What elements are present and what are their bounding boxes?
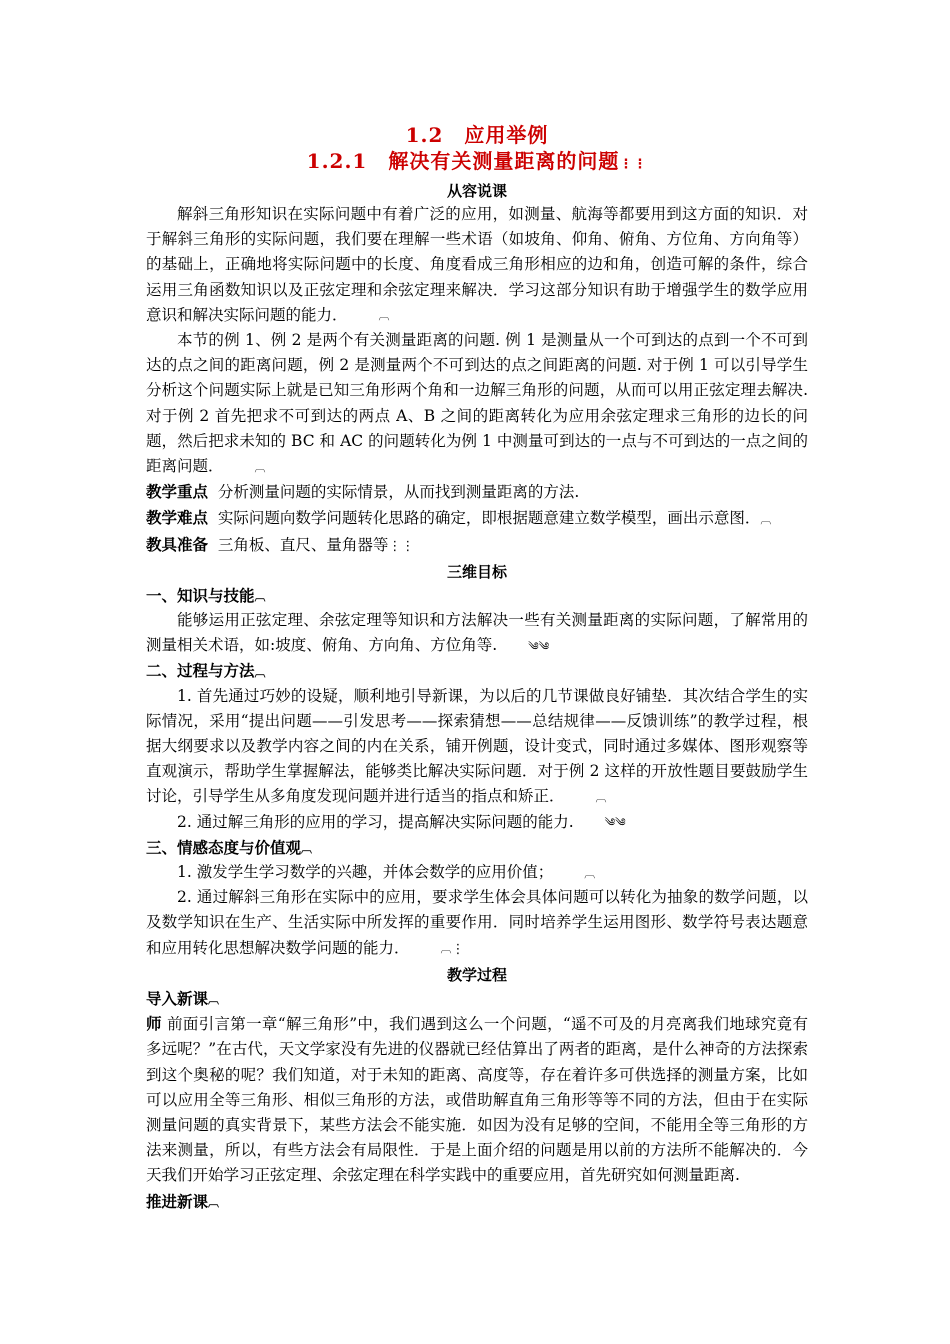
teaching-focus [146, 479, 808, 505]
teacher-text: 前面引言第一章“解三角形”中，我们遇到这么一个问题，“遥不可及的月亮离我们地球究竟有多远呢？”在古代，天文学家没有先进的仪器就已经估算出了两者的距离，是什么神奇的方法探索到这个奥秘的呢？我们知道，对于未知的距离、高度等，存在着许多可供选择的测量方案，比如可以应用全等三角形、相似三角形的方法，或借助解直角三角形等等不同的方法，但由于在实际测量问题的真实背景下，某些方法会不能实施．如因为没有足够的空间，不能用全等三角形的方法来测量，所以，有些方法会有局限性．于是上面介绍的问题是用以前的方法所不能解决的．今天我们开始学习正弦定理、余弦定理在科学实践中的重要应用，首先研究如何测量距离. [146, 1015, 808, 1185]
bracket-mark: ︹ [584, 866, 596, 880]
ornament-mark: ༄༄ [604, 816, 626, 830]
intro-p1-text: 解斜三角形知识在实际问题中有着广泛的应用，如测量、航海等都要用到这方面的知识．对于解斜三角形的实际问题，我们要在理解一些术语（如坡角、仰角、俯角、方位角、方向角等）的基础上，正确地将实际问题中的长度、角度看成三角形相应的边和角，创造可解的条件，综合运用三角函数知识以及正弦定理和余弦定理来解决．学习这部分知识有助于增强学生的数学应用意识和解决实际问题的能力． [146, 205, 808, 324]
bracket-mark: ︹ [301, 842, 313, 856]
document-page [146, 120, 808, 1214]
advance-new-lesson-heading [146, 1189, 808, 1214]
focus-label: 教学重点 [146, 482, 209, 502]
goal-3-p2-text: 2. 通过解斜三角形在实际中的应用，要求学生体会具体问题可以转化为抽象的数学问题，以及数学知识在生产、生活实际中所发挥的重要作用．同时培养学生运用图形、数学符号表达题意和应用转化思想解决数学问题的能力． [146, 888, 808, 957]
process-heading: 教学过程 [446, 965, 507, 984]
ornament-mark: ༄༄ [528, 639, 550, 653]
bracket-mark: ︹ [760, 512, 772, 526]
bracket-mark: ︹ [208, 993, 220, 1007]
tools-label: 教具准备 [146, 534, 209, 554]
goal-2-heading-text: 二、过程与方法 [146, 661, 255, 681]
intro-paragraph-1 [146, 202, 808, 328]
goal-3-heading [146, 835, 808, 860]
intro-new-lesson-text: 导入新课 [146, 988, 209, 1008]
goal-1-text [146, 608, 808, 658]
bracket-mark: ︹ [254, 665, 266, 679]
teacher-paragraph [146, 1011, 808, 1188]
difficulty-label: 教学难点 [146, 508, 209, 528]
goal-1-heading [146, 583, 808, 608]
goal-1-heading-text: 一、知识与技能 [146, 585, 255, 605]
section-title [146, 148, 808, 178]
goal-3-p1-text: 1. 激发学生学习数学的兴趣，并体会数学的应用价值； [177, 863, 554, 882]
difficulty-text: 实际问题向数学问题转化思路的确定，即根据题意建立数学模型，画出示意图． [217, 509, 761, 528]
advance-new-lesson-text: 推进新课 [146, 1191, 209, 1211]
colon-mark: ⋮⋮ [388, 538, 415, 554]
colon-mark: ⋮⋮ [619, 157, 648, 172]
colon-mark: ⋮ [451, 941, 465, 957]
intro-paragraph-2 [146, 328, 808, 479]
goal-3-heading-text: 三、情感态度与价值观 [146, 837, 302, 857]
goal-2-p1-text: 1. 首先通过巧妙的设疑，顺利地引导新课，为以后的几节课做良好铺垫．其次结合学生的实际情况，采用“提出问题——引发思考——探索猜想——总结规律——反馈训练”的教学过程，根据大纲要求以及教学内容之间的内在关系，铺开例题，设计变式，同时通过多媒体、图形观察等直观演示，帮助学生掌握解法，能够类比解决实际问题．对于例 2 这样的开放性题目要鼓励学生讨论，引导学生从多角度发现问题并进行适当的指点和矫正． [146, 686, 808, 806]
teaching-tools [146, 532, 808, 559]
bracket-mark: ︹ [208, 1196, 220, 1210]
bracket-mark: ︹ [440, 942, 452, 956]
teaching-difficulty [146, 505, 808, 531]
goal-2-p2-text: 2. 通过解三角形的应用的学习，提高解决实际问题的能力. [177, 812, 574, 831]
focus-text: 分析测量问题的实际情景，从而找到测量距离的方法. [217, 483, 580, 502]
intro-heading: 从容说课 [446, 182, 507, 200]
section-title-text: 1.2.1 解决有关测量距离的问题 [306, 149, 620, 173]
goal-2-paragraph-2 [146, 810, 808, 835]
bracket-mark: ︹ [254, 460, 266, 474]
bracket-mark: ︹ [254, 590, 266, 604]
goal-1-body: 能够运用正弦定理、余弦定理等知识和方法解决一些有关测量距离的实际问题，了解常用的测量相关术语，如:坡度、俯角、方向角、方位角等. [146, 611, 808, 655]
chapter-title: 1.2 应用举例 [405, 123, 549, 147]
intro-new-lesson-heading [146, 986, 808, 1011]
goal-2-heading [146, 658, 808, 683]
tools-text: 三角板、直尺、量角器等 [217, 535, 389, 554]
goal-2-paragraph-1 [146, 684, 808, 810]
goal-3-paragraph-1 [146, 860, 808, 885]
teacher-label: 师 [146, 1014, 162, 1034]
bracket-mark: ︹ [595, 790, 607, 804]
bracket-mark: ︹ [378, 309, 390, 323]
goals-heading: 三维目标 [446, 562, 507, 581]
intro-p2-text: 本节的例 1、例 2 是两个有关测量距离的问题. 例 1 是测量从一个可到达的点到一个不可到达的点之间的距离问题，例 2 是测量两个不可到达的点之间距离的问题. 对于例 1 可以引导学生分析这个问题实际上就是已知三角形两个角和一边解三角形的问题，从而可以用正弦定理去解决. 对于例 2 首先把求不可到达的两点 A、B 之间的距离转化为应用余弦定理求三角形的边长的问题，然后把求未知的 BC 和 AC 的问题转化为例 1 中测量可到达的一点与不可到达的一点之间的距离问题． [146, 331, 808, 476]
goal-3-paragraph-2 [146, 885, 808, 962]
